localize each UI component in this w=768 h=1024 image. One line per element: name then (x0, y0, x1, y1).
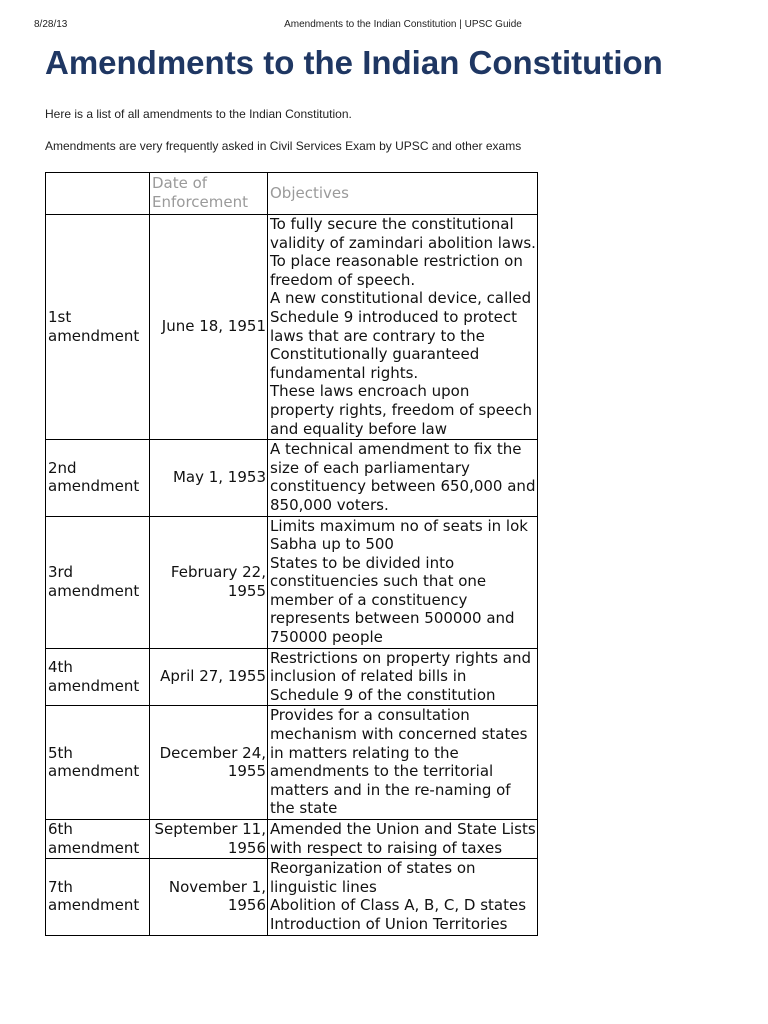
objective-text: A technical amendment to fix the size of each parliamentary constituency between 650,000 and 850,000 voters. (270, 440, 536, 514)
print-header (0, 19, 768, 33)
table-row (46, 440, 538, 516)
print-date: 8/28/13 (34, 19, 68, 30)
enforcement-date-cell: April 27, 1955 (150, 648, 268, 706)
table-row (46, 859, 538, 935)
header-cell-date: Date of Enforcement (150, 173, 268, 215)
table-row (46, 648, 538, 706)
objectives-cell (268, 648, 538, 706)
intro-paragraph: Amendments are very frequently asked in Civil Services Exam by UPSC and other exams (45, 139, 522, 153)
table-row (46, 215, 538, 440)
objective-text: To fully secure the constitutional validity of zamindari abolition laws. (270, 215, 536, 252)
table-body (46, 215, 538, 936)
table-row (46, 820, 538, 859)
objective-text: States to be divided into constituencies such that one member of a constituency represents between 500000 and 750000 people (270, 553, 515, 647)
objectives-cell (268, 215, 538, 440)
objective-text: Limits maximum no of seats in lok Sabha up to 500 (270, 516, 528, 554)
objective-text: Abolition of Class A, B, C, D states (270, 896, 527, 915)
objective-text: Restrictions on property rights and inclusion of related bills in Schedule 9 of the constitution (270, 648, 532, 704)
amendment-name-cell: 7th amendment (46, 859, 150, 935)
amendment-name-cell: 3rd amendment (46, 516, 150, 648)
enforcement-date-cell: February 22, 1955 (150, 516, 268, 648)
amendment-name-cell: 1st amendment (46, 215, 150, 440)
header-cell-objectives: Objectives (268, 173, 538, 215)
amendment-name-cell: 6th amendment (46, 820, 150, 859)
page-title: Amendments to the Indian Constitution (45, 44, 663, 81)
print-page-title: Amendments to the Indian Constitution | UPSC Guide (284, 19, 522, 30)
amendment-name-cell: 4th amendment (46, 648, 150, 706)
objective-text: Amended the Union and State Lists with respect to raising of taxes (270, 820, 536, 857)
objective-text: These laws encroach upon property rights, freedom of speech and equality before law (270, 382, 533, 438)
amendment-name-cell: 2nd amendment (46, 440, 150, 516)
objective-text: Reorganization of states on linguistic lines (270, 859, 476, 896)
objective-text: To place reasonable restriction on freedom of speech. (270, 252, 523, 289)
enforcement-date-cell: June 18, 1951 (150, 215, 268, 440)
objectives-cell (268, 516, 538, 648)
objective-text: Introduction of Union Territories (270, 914, 508, 933)
amendment-name-cell: 5th amendment (46, 706, 150, 820)
enforcement-date-cell: December 24, 1955 (150, 706, 268, 820)
amendments-table (45, 172, 538, 936)
header-cell-amendment (46, 173, 150, 215)
objectives-cell (268, 820, 538, 859)
objective-text: Provides for a consultation mechanism with concerned states in matters relating to the amendments to the territorial matters and in the re-naming of the state (270, 706, 528, 818)
enforcement-date-cell: May 1, 1953 (150, 440, 268, 516)
objectives-cell (268, 859, 538, 935)
intro-paragraph: Here is a list of all amendments to the Indian Constitution. (45, 107, 352, 121)
enforcement-date-cell: September 11, 1956 (150, 820, 268, 859)
table-row (46, 516, 538, 648)
objective-text: A new constitutional device, called Schedule 9 introduced to protect laws that are contrary to the Constitutionally guaranteed fundamental rights. (270, 289, 532, 382)
enforcement-date-cell: November 1, 1956 (150, 859, 268, 935)
objectives-cell (268, 440, 538, 516)
table-header-row (46, 173, 538, 215)
table-row (46, 706, 538, 820)
objectives-cell (268, 706, 538, 820)
